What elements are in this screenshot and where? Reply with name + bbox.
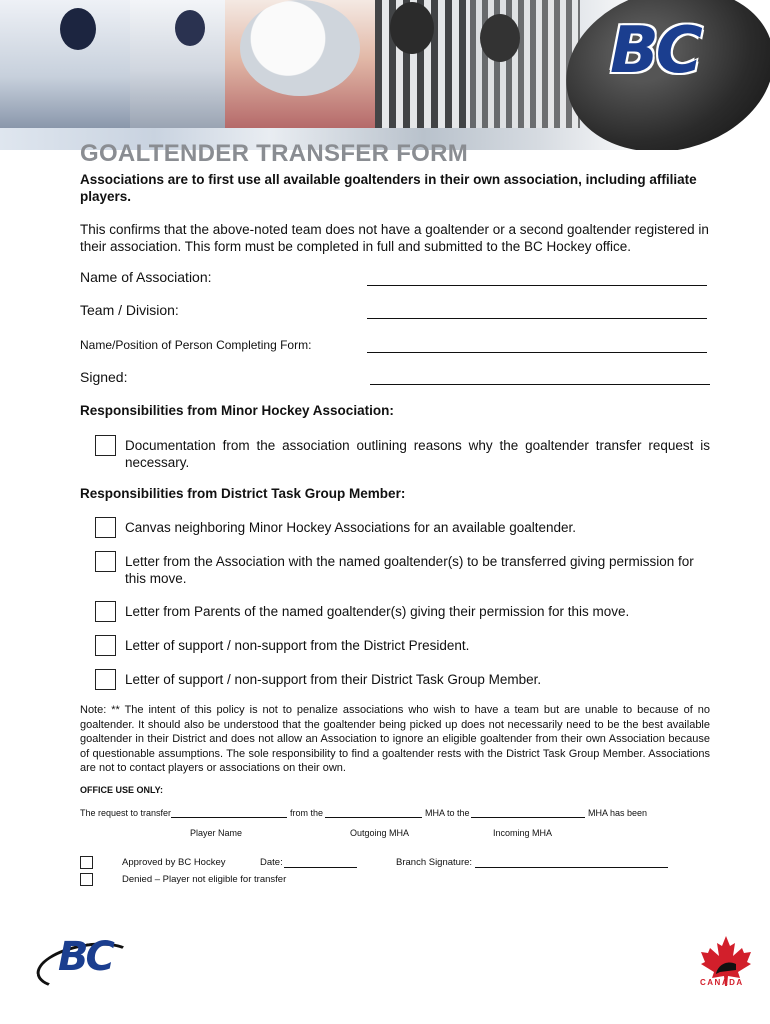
parents-letter-checkbox[interactable]: [95, 601, 116, 622]
district-president-checkbox[interactable]: [95, 635, 116, 656]
mha-documentation-text: Documentation from the association outlining reasons why the goaltender transfer request is necessary.: [125, 438, 710, 470]
policy-note: Note: ** The intent of this policy is not to penalize associations who wish to have a team but are unable to because of no goaltender. It should also be understood that the goaltender being picked up does not necessarily need to be the best available goaltender in their District and does not allow an Association to ignore an eligible goaltender from their own Association because of questionable assumptions. The sole responsibility to find a goaltender rests with the District Task Group Member. Associations are not to contact players or associations on their own.: [80, 704, 710, 774]
referee-head-image: [480, 14, 520, 62]
helmet-image: [175, 10, 205, 46]
approved-checkbox[interactable]: [80, 856, 93, 869]
mha-documentation-checkbox[interactable]: [95, 435, 116, 456]
association-letter-checkbox[interactable]: [95, 551, 116, 572]
association-letter-text: Letter from the Association with the named goaltender(s) to be transferred giving permission for this move.: [125, 554, 694, 586]
goalie-mask-image: [240, 0, 360, 96]
mha-has-been-text: MHA has been: [588, 808, 648, 818]
signed-field[interactable]: [370, 384, 710, 385]
request-prefix-text: The request to transfer: [80, 808, 172, 818]
header-banner: [0, 0, 770, 150]
intro-bold-text: Associations are to first use all available goaltenders in their own association, including affiliate players.: [80, 172, 697, 204]
referee-head-image: [390, 2, 434, 54]
branch-signature-label: Branch Signature:: [396, 857, 473, 868]
from-the-text: from the: [290, 808, 324, 818]
bc-hockey-puck-logo: BC: [610, 14, 700, 88]
team-division-field[interactable]: [367, 318, 707, 319]
outgoing-mha-caption: Outgoing MHA: [350, 828, 410, 838]
player-name-caption: Player Name: [190, 828, 243, 838]
task-group-member-text: Letter of support / non-support from their District Task Group Member.: [125, 672, 542, 687]
office-use-heading: OFFICE USE ONLY:: [80, 785, 164, 795]
bc-hockey-logo: BC: [58, 934, 112, 980]
district-president-text: Letter of support / non-support from the District President.: [125, 638, 470, 653]
denied-label: Denied – Player not eligible for transfer: [122, 874, 287, 885]
person-completing-label: Name/Position of Person Completing Form:: [80, 338, 312, 352]
form-title: GOALTENDER TRANSFER FORM: [80, 140, 469, 167]
helmet-image: [60, 8, 96, 50]
player-name-field[interactable]: [171, 817, 287, 818]
denied-checkbox[interactable]: [80, 873, 93, 886]
intro-text: This confirms that the above-noted team does not have a goaltender or a second goaltender registered in their association. This form must be completed in full and submitted to the BC Hockey office.: [80, 222, 709, 254]
canvas-text: Canvas neighboring Minor Hockey Associations for an available goaltender.: [125, 520, 577, 535]
person-completing-field[interactable]: [367, 352, 707, 353]
mha-to-the-text: MHA to the: [425, 808, 470, 818]
parents-letter-text: Letter from Parents of the named goaltender(s) giving their permission for this move.: [125, 604, 630, 619]
date-field[interactable]: [284, 867, 357, 868]
district-responsibilities-heading: Responsibilities from District Task Group Member:: [80, 486, 406, 501]
mha-responsibilities-heading: Responsibilities from Minor Hockey Association:: [80, 403, 394, 418]
incoming-mha-caption: Incoming MHA: [493, 828, 553, 838]
incoming-mha-field[interactable]: [471, 817, 585, 818]
canvas-checkbox[interactable]: [95, 517, 116, 538]
association-name-label: Name of Association:: [80, 269, 212, 285]
task-group-member-checkbox[interactable]: [95, 669, 116, 690]
hockey-canada-logo-text: CANADA: [700, 978, 744, 987]
date-label: Date:: [260, 857, 283, 868]
branch-signature-field[interactable]: [475, 867, 668, 868]
signed-label: Signed:: [80, 369, 128, 385]
approved-label: Approved by BC Hockey: [122, 857, 226, 868]
outgoing-mha-field[interactable]: [325, 817, 422, 818]
association-name-field[interactable]: [367, 285, 707, 286]
team-division-label: Team / Division:: [80, 302, 179, 318]
